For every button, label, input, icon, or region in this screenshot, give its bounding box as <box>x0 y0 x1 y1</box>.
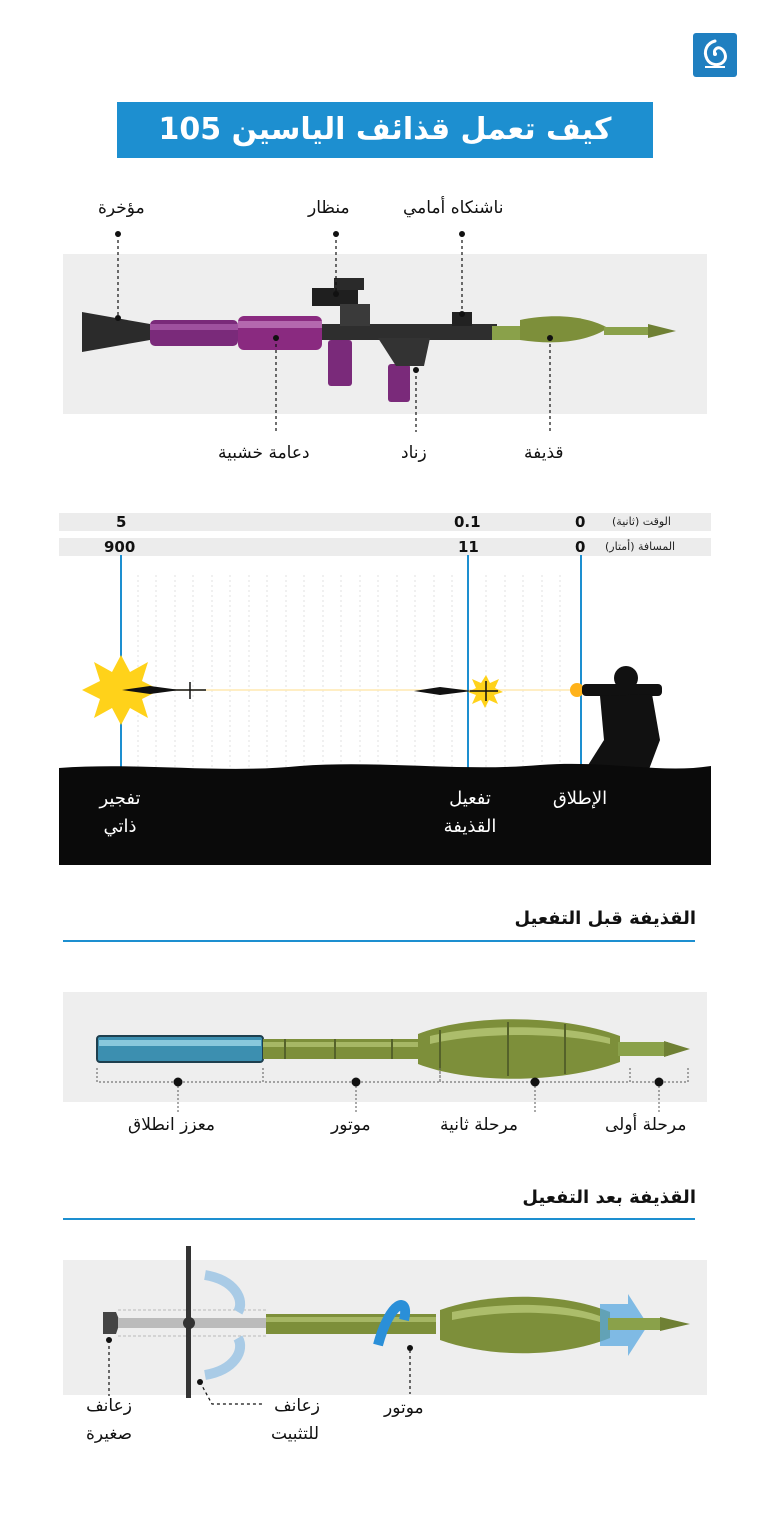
label-projectile: قذيفة <box>524 443 564 463</box>
label-trigger: زناد <box>401 443 427 463</box>
distance-row-label: المسافة (أمتار) <box>605 540 676 553</box>
event-activation-line2: القذيفة <box>443 816 497 837</box>
before-title: القذيفة قبل التفعيل <box>514 908 696 929</box>
distance-launch: 0 <box>575 538 586 556</box>
label-wood-grip: دعامة خشبية <box>218 443 310 463</box>
event-self-destruct-line1: تفجير <box>99 788 141 809</box>
label-motor-before: موتور <box>331 1115 371 1135</box>
label-stab-fins-line2: للتثبيت <box>270 1424 320 1444</box>
label-sight: منظار <box>308 198 350 218</box>
label-small-fins-line1: زعانف <box>86 1396 132 1416</box>
label-stage-two: مرحلة ثانية <box>440 1115 519 1135</box>
distance-activation: 11 <box>458 538 479 556</box>
time-launch: 0 <box>575 513 586 531</box>
distance-self-destruct: 900 <box>104 538 136 556</box>
small-fins <box>103 1312 120 1334</box>
event-launch: الإطلاق <box>552 788 608 809</box>
page-title: كيف تعمل قذائف الياسين 105 <box>117 102 653 158</box>
label-rear: مؤخرة <box>98 198 145 218</box>
label-front-pin: ناشنكاه أمامي <box>403 198 504 218</box>
time-self-destruct: 5 <box>116 513 127 531</box>
time-activation: 0.1 <box>454 513 481 531</box>
label-stab-fins-line1: زعانف <box>274 1396 320 1416</box>
time-row-label: الوقت (ثانية) <box>612 515 671 528</box>
event-self-destruct-line2: ذاتي <box>103 816 137 837</box>
label-small-fins-line2: صغيرة <box>85 1424 133 1444</box>
label-booster: معزز انطلاق <box>128 1115 216 1135</box>
after-title: القذيفة بعد التفعيل <box>522 1187 696 1208</box>
event-activation-line1: تفعيل <box>449 788 491 809</box>
label-motor-after: موتور <box>384 1398 424 1418</box>
label-stage-one: مرحلة أولى <box>605 1115 687 1135</box>
